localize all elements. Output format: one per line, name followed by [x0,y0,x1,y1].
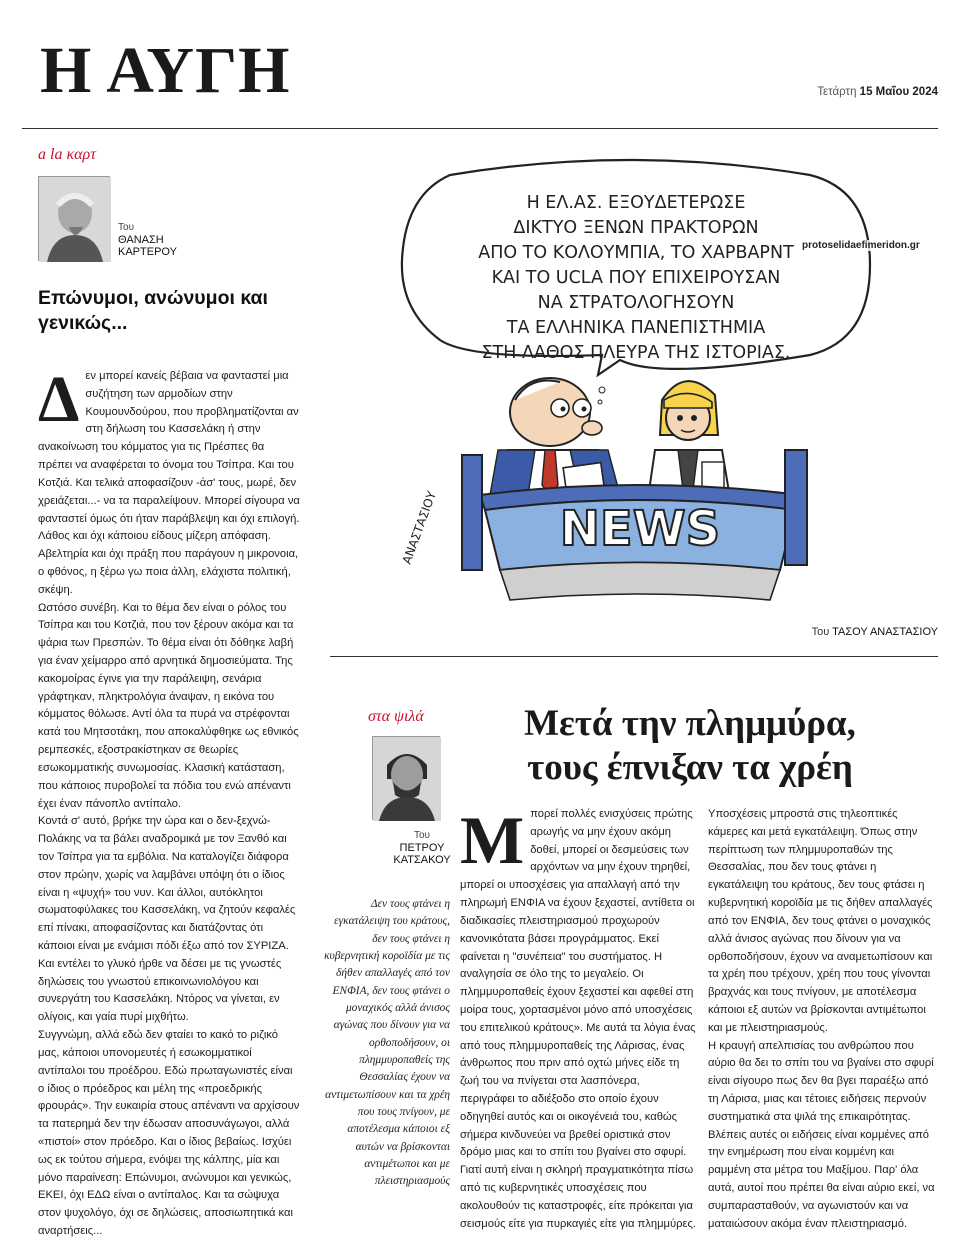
author-photo-karteros [38,176,110,261]
masthead: Η ΑΥΓΗ [40,34,291,107]
section-rule [330,656,938,657]
bubble-line-7: ΣΤΗ ΛΑΘΟΣ ΠΛΕΥΡΑ ΤΗΣ ΙΣΤΟΡΙΑΣ. [481,343,791,363]
cartoon-credit [812,626,938,638]
bubble-line-5: ΝΑ ΣΤΡΑΤΟΛΟΓΗΣΟΥΝ [537,293,735,313]
dropcap: Μ [460,802,525,878]
top-rule [22,128,938,129]
column2-body-left [460,802,696,1234]
bubble-line-6: ΤΑ ΕΛΛΗΝΙΚΑ ΠΑΝΕΠΙΣΤΗΜΙΑ [506,318,766,338]
paragraph-1 [38,363,300,600]
headline-line-2: τους έπνιξαν τα χρέη [527,746,853,788]
watermark: protoselidaefimeridon.gr [802,240,920,251]
bubble-line-1: Η ΕΛ.ΑΣ. ΕΞΟΥΔΕΤΕΡΩΣΕ [526,193,746,213]
column2-kicker: στα ψιλά [368,708,424,725]
column2-body-right [708,806,938,1234]
dropcap: Δ [38,363,80,436]
issue-date [817,86,938,98]
cartoon-signature: ΑΝΑΣΤΑΣΙΟΥ [399,489,439,567]
paragraph-2: Ωστόσο συνέβη. Και το θέμα δεν είναι ο ρόλος του Τσίπρα και του Κοτζιά, που τον ξέρουν ακόμα και τα ψάρια των Πρεσπών. Το θέμα είναι ότι δόθηκε λαβή για έναν χείμαρρο από αρνητικά δημοσιεύματα. Της κακομοίρας έγινε για την παράλειψη, σενάρια γράφτηκαν, πληκτρολόγια άναψαν, η εικόνα του κόμματος θόλωσε. Αντί όλα τα πυρά να στρέφονται κατά του Μητσοτάκη, που αποκαλύφθηκε ως εθνικός ρεμπεσκές, εξοστρακίστηκαν σε θεωρίες εσωκομματικής συνωμοσίας. Κλασική κατάσταση, που κάποιος πυροβολεί τα πόδια του ενώ απέναντι έχει έναν πάνοπλο αντίπαλο. [38,601,299,810]
headline-line-1: Μετά την πλημμύρα, [524,703,856,744]
author-last-name: ΚΑΡΤΕΡΟΥ [118,246,177,259]
paragraph-4: Συγγνώμη, αλλά εδώ δεν φταίει το κακό το ριζικό μας, κάποιοι υπονομευτές ή εσωκομματικοί αντίπαλοι του προέδρου. Εδώ πρωταγωνιστές είναι ο ίδιος ο πρόεδρος και μέλη της «προεδρικής φρουράς». Την ευκαιρία στους απέναντι να αρχίσουν τα πατερημά δεν την έδωσαν αποσυνάγωγοι, αλλά «πιστοί» στον πρόεδρο. Και ο ίδιος βεβαίως. Ισχύει ως εκ τούτου σήμερα, ενόψει της κάλπης, μία και μόνο παραίνεση: Επώνυμοι, ανώνυμοι και γενικώς, ΕΚΕΙ, όχι ΕΔΩ είναι ο αντίπαλος. Και τα σώψυχα στον ψυχολόγο, όχι σε δηλώσεις, αποσιωπητικά και αναρτήσεις... [38,1029,300,1237]
paragraph-2: Γιατί αυτή είναι η σκληρή πραγματικότητα πίσω από τις κυβερνητικές υποσχέσεις που ακολουθούν τις καταστροφές, είτε πρόκειται για σεισμούς είτε για πυρκαγιές είτε για πλημμύρες. [460,1164,696,1230]
author-first-name: ΘΑΝΑΣΗ [118,233,164,246]
column1-body [38,363,300,1241]
author-prefix: Του [413,830,431,841]
author-last-name: ΚΑΤΣΑΚΟΥ [393,854,451,867]
paragraph-1-text: πορεί πολλές ενισχύσεις πρώτης αρωγής να μην έχουν ακόμη δοθεί, μπορεί οι δεσμεύσεις των αρχόντων να μην έχουν τηρηθεί, μπορεί οι υποσχέσεις για απαλλαγή από την πληρωμή ΕΝΦΙΑ να έχουν ξεχαστεί, αντίθετα οι διαδικασίες πλειστηριασμού προχωρούν κανονικότατα βάσει προγράμματος. Εκεί φαίνεται η "συνέπεια" του συστήματος. Η αναλγησία σε όλο της το μεγαλείο. Οι πλημμυροπαθείς έχουν ξεχαστεί και αφεθεί στη μοίρα τους, χορτασμένοι μόνο από υποσχέσεις του επιτελικού κράτους». Με αυτά τα λόγια ένας από τους πλημμυροπαθείς της Λάρισας, ένας άνθρωπος που πριν από οχτώ μήνες είδε τη ζωή του να πνίγεται στα λασπόνερα, περιγράφει το αδιέξοδο στο οποίο έχουν οδηγηθεί αυτός και οι οικογένειά του, καθώς σήμερα κινδυνεύει να βρεθεί οριστικά στον δρόμο μιας και το σπίτι του βγαίνει στο σφυρί. [460,808,696,1159]
author-first-name: ΠΕΤΡΟΥ [399,841,445,854]
female-anchor-figure [648,381,730,498]
bubble-line-3: ΑΠΟ ΤΟ ΚΟΛΟΥΜΠΙΑ, ΤΟ ΧΑΡΒΑΡΝΤ [478,243,794,263]
paragraph-3: Κοντά σ' αυτό, βρήκε την ώρα και ο δεν-ξεχνώ-Πολάκης να τα βάλει αναδρομικά με τον Ξανθό και τον Τσίπρα για τα εμβόλια. Να καταλογίζει διάφορα στον πρώην, χωρίς να λαμβάνει υπόψη ότι ο ίδιος είναι η «ψυχή» του νυν. Και άλλοι, αυτόκλητοι σωματοφύλακες του Κασσελάκη, να ζητούν κεφαλές επί πίνακι, αποφασίζοντας και διατάζοντας ότι κάποιοι είναι με ενάμισι πόδι έξω από τον ΣΥΡΙΖΑ. Και εντέλει το γλυκό ήρθε να δέσει με τις γνωστές δηλώσεις του γνωστού επικοινωνιολόγου και συνεργάτη του Κασσελάκη. Ντόρος να γίνεται, εν ολίγοις, και γαία πυρί μιχθήτω. [38,815,296,1024]
column1-kicker: a la καρτ [38,146,96,163]
bubble-line-2: ΔΙΚΤΥΟ ΞΕΝΩΝ ΠΡΑΚΤΟΡΩΝ [513,218,759,238]
issue-day: Τετάρτη [817,86,857,98]
credit-name: ΤΑΣΟΥ ΑΝΑΣΤΑΣΙΟΥ [832,626,938,638]
cartoon [330,150,932,612]
author-byline-katsakos [372,830,472,867]
column1-title: Επώνυμοι, ανώνυμοι και γενικώς... [38,287,268,335]
paragraph-3: Υποσχέσεις μπροστά στις τηλεοπτικές κάμερες και μετά εγκατάλειψη. Όπως στην περίπτωση των πλημμυροπαθών της Θεσσαλίας, που δεν τους φτάνει η εγκατάλειψη του κράτους, δεν τους φτάσει η κυβερνητική κοροϊδία με τις δήθεν απαλλαγές από τον ΕΝΦΙΑ, δεν τους φτάνει ο μοναχικός αλλά άνισος αγώνας που δίνουν για να ορθοποδήσουν, έχουν να αναμετωπίσουν και τα χρέη που τρέχουν, χρέη που τους γίνονται βραχνάς και τους πνίγουν, με αποτέλεσμα κάποιοι εξ αυτών να βρίσκονται αντιμέτωποι και με πλειστηριασμούς. [708,808,933,1034]
column2-headline [448,702,932,789]
issue-date-full: 15 Μαΐου 2024 [859,86,938,98]
author-photo-katsakos [372,736,440,820]
author-byline-karteros [118,222,177,259]
paragraph-1-text: εν μπορεί κανείς βέβαια να φανταστεί μια συζήτηση των αρμοδίων στην Κουμουνδούρου, που προβληματίζονται αν στη δήλωση του Κασσελάκη ή στην ανακοίνωση του κόμματος για τις Πρέσπες θα πρέπει να αναφέρεται το όνομα του Τσίπρα. Και του Κοτζιά. Και τελικά αποφασίζουν -άσ' τους, μωρέ, δεν χρειάζεται...- να τα παραλείψουν. Μπορεί σίγουρα να φανταστεί όμως ότι ήταν παράβλεψη και όχι επιλογή. Λάθος και όχι κάποιου είδους μίζερη απόφαση. Αβελτηρία και όχι πράξη που παράγουν η μικρονοια, ο φθόνος, η ξέρω γω ποια άλλη, ελάχιστα πολιτική, σκέψη. [38,370,300,596]
credit-prefix: Του [811,626,830,638]
author-prefix: Του [118,222,135,233]
paragraph-4: Η κραυγή απελπισίας του ανθρώπου που αύριο θα δει το σπίτι του να βγαίνει στο σφυρί είναι σίγουρο πως δεν θα βγει παραέξω από τη Λάρισα, μιας και τέτοιες ειδήσεις περνούν συστηματικά στα ψιλά της επικαιρότητας. Βλέπεις αυτές οι ειδήσεις είναι κομμένες από την ενημέρωση που είναι κομμένη και ραμμένη στα μέτρα του Μαξίμου. Παρ' όλα αυτά, αυτοί που πρέπει θα είναι αύριο εκεί, να συμπαρασταθούν, να αγωνιστούν και να ματαιώσουν ακόμα έναν πλειστηριασμό. [708,1039,935,1230]
paragraph-1 [460,802,696,1162]
pull-quote: Δεν τους φτάνει η εγκατάλειψη του κράτους, δεν τους φτάνει η κυβερνητική κοροϊδία με τις δήθεν απαλλαγές από τον ΕΝΦΙΑ, δεν τους φτάνει ο μοναχικός αλλά άνισος αγώνας που δίνουν για να ορθοποδήσουν, οι πλημμυροπαθείς της Θεσσαλίας έχουν να αντιμετωπίσουν και τα χρέη που τους πνίγουν, με αποτέλεσμα κάποιοι εξ αυτών να βρίσκονται αντιμέτωποι και με πλειστηριασμούς [324,898,450,1188]
bubble-line-4: ΚΑΙ ΤΟ UCLA ΠΟΥ ΕΠΙΧΕΙΡΟΥΣΑΝ [491,268,781,288]
desk-news-text: NEWS [559,501,721,557]
